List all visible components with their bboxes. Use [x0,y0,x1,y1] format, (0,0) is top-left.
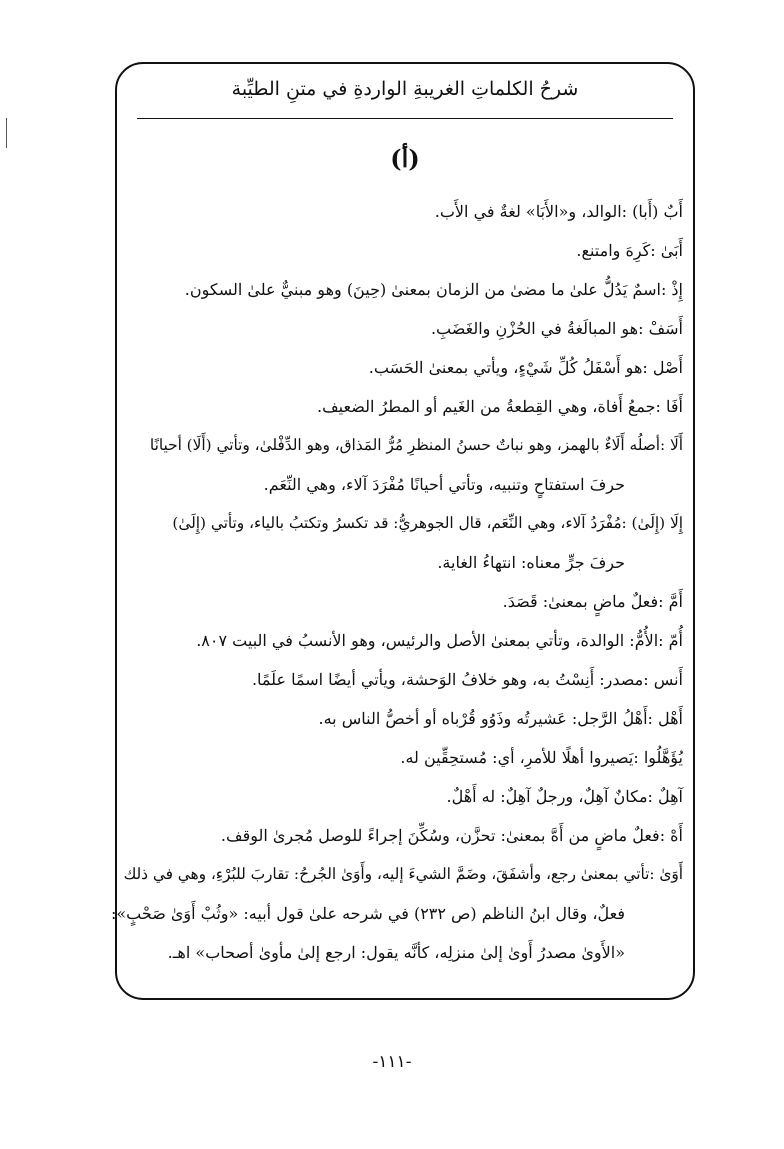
section-title: (أ) [390,144,420,173]
glossary-entry: إِذْ :اسمٌ يَدُلُّ علىٰ ما مضىٰ من الزمان بمعنىٰ (حِينَ) وهو مبنيٌّ علىٰ السكون. [184,280,683,299]
glossary-entry: إِلَا (إِلَىٰ) :مُفْرَدُ آلاء، وهي النِّعَم، قال الجوهريُّ: قد تكسرُ وتكتبُ بالياء، وتأتي (إِلَىٰ) [172,514,683,532]
glossary-entry: يُؤَهَّلُوا :يَصيروا أهلًا للأمرِ، أي: مُستحِقِّين له. [400,748,683,767]
glossary-entry: آهِلٌ :مكانٌ آهِلٌ، ورجلٌ آهِلٌ: له أَهْلٌ. [446,787,683,806]
header-divider [137,118,673,119]
glossary-entry-continuation: حرفَ جرٍّ معناه: انتهاءُ الغاية. [437,553,625,572]
glossary-entry-continuation: «الأَوىٰ مصدرُ أَوىٰ إلىٰ منزلِه، كأنَّه يقول: ارجع إلىٰ مأوىٰ أصحاب» اهـ. [167,943,625,962]
glossary-entry: أُمّ :الأُمُّ: الوالدة، وتأتي بمعنىٰ الأصل والرئيس، وهو الأنسبُ في البيت ٨٠٧. [196,631,683,650]
glossary-entries [110,192,683,972]
glossary-entry: أَنس :مصدر: أَنِسْتُ به، وهو خلافُ الوَحشة، ويأتي أيضًا اسمًا علَمًا. [251,670,683,689]
page-header-title: شرحُ الكلماتِ الغريبةِ الواردةِ في متنِ الطيِّبة [231,78,579,100]
glossary-entry: أَهْ :فعلٌ ماضٍ من أَهَّ بمعنىٰ: تحزَّن، وسُكِّنَ إجراءً للوصل مُجرىٰ الوقف. [220,826,683,845]
glossary-entry: أَبَىٰ :كَرِهَ وامتنع. [576,241,683,260]
glossary-entry: أَسَفْ :هو المبالَغةُ في الحُزْنِ والغَضَبِ. [430,319,683,338]
glossary-entry-continuation: فعلٌ، وقال ابنُ الناظم (ص ٢٣٢) في شرحه علىٰ قول أبيه: «وثُبْ أَوَىٰ صَحْبٍ»: [110,904,625,923]
glossary-entry: أَهْل :أَهْلُ الرَّجل: عَشيرتُه وذَوُو قُرْباه أو أخصُّ الناس به. [318,709,683,728]
glossary-entry: أَلَا :أصلُه أَلَاءٌ بالهمز، وهو نباتٌ حسنُ المنظرِ مُرُّ المَذاق، وهو الدِّفْلىٰ، وتأتي (أَلَا) أحيانًا [149,436,683,454]
page-number: -١١١- [372,1052,412,1072]
glossary-entry: أَصْل :هو أَسْفَلُ كُلِّ شَيْءٍ، ويأتي بمعنىٰ الحَسَب. [368,358,683,377]
page-frame [110,62,695,1000]
glossary-entry: أَفَا :جمعُ أَفاة، وهي القِطعةُ من الغَيم أو المطرُ الضعيف. [317,397,683,416]
scan-margin-mark [6,118,7,148]
glossary-entry: أَوَىٰ :تأتي بمعنىٰ رجع، وأشفَقَ، وضَمَّ الشيءَ إليه، وأَوَىٰ الجُرحُ: تقاربَ للبُرْءِ، وهي في ذلك [123,865,683,883]
glossary-entry: أَمَّ :فعلٌ ماضٍ بمعنىٰ: قَصَدَ. [502,592,683,611]
glossary-entry: أَبٌ (أَبا) :الوالد، و«الأَبَا» لغةٌ في الأَب. [434,202,683,221]
glossary-entry-continuation: حرفَ استفتاحٍ وتنبيه، وتأتي أحيانًا مُفْرَدَ آلاء، وهي النِّعَم. [263,475,625,494]
